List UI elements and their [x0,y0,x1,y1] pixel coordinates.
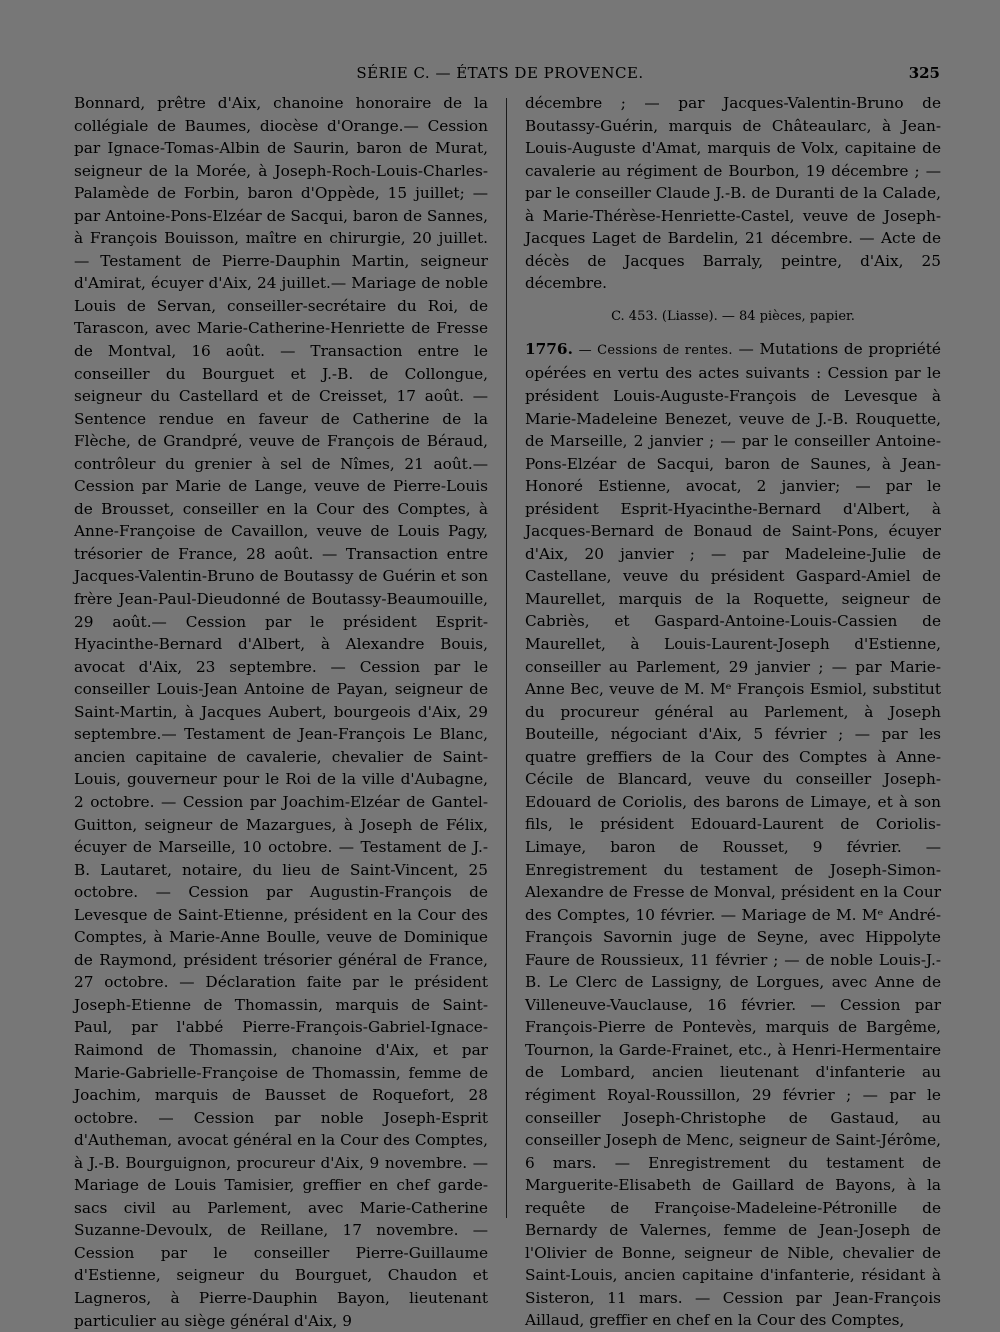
right-column [525,92,941,1332]
entry-body: — Mutations de propriété opérées en vertu des actes suivants : Cession par le président Louis-Auguste-François de Levesque à Marie-Madeleine Benezet, veuve de J.-B. Rouquette, de Marseille, 2 janvier ; — par le conseiller Antoine-Pons-Elzéar de Sacqui, baron de Saunes, à Jean-Honoré Estienne, avocat, 2 janvier; — par le président Esprit-Hyacinthe-Bernard d'Albert, à Jacques-Bernard de Bonaud de Saint-Pons, écuyer d'Aix, 20 janvier ; — par Madeleine-Julie de Castellane, veuve du président Gaspard-Amiel de Maurellet, marquis de la Roquette, seigneur de Cabriès, et Gaspard-Antoine-Louis-Cassien de Maurellet, à Louis-Laurent-Joseph d'Estienne, conseiller au Parlement, 29 janvier ; — par Marie-Anne Bec, veuve de M. Mᵉ François Esmiol, substitut du procureur général au Parlement, à Joseph Bouteille, négociant d'Aix, 5 février ; — par les quatre greffiers de la Cour des Comptes à Anne-Cécile de Blancard, veuve du conseiller Joseph-Edouard de Coriolis, des barons de Limaye, et à son fils, le président Edouard-Laurent de Coriolis-Limaye, baron de Rousset, 9 février. — Enregistrement du testament de Joseph-Simon-Alexandre de Fresse de Monval, président en la Cour des Comptes, 10 février. — Mariage de M. Mᵉ André-François Savornin juge de Seyne, avec Hippolyte Faure de Roussieux, 11 février ; — de noble Louis-J.-B. Le Clerc de Lassigny, de Lorgues, avec Anne de Villeneuve-Vauclause, 16 février. — Cession par François-Pierre de Pontevès, marquis de Bargême, Tournon, la Garde-Frainet, etc., à Henri-Hermentaire de Lombard, ancien lieutenant d'infanterie au régiment Royal-Roussillon, 29 février ; — par le conseiller Joseph-Christophe de Gastaud, au conseiller Joseph de Menc, seigneur de Saint-Jérôme, 6 mars. — Enregistrement du testament de Marguerite-Elisabeth de Gaillard de Bayons, à la requête de Françoise-Madeleine-Pétronille de Bernardy de Valernes, femme de Jean-Joseph de l'Olivier de Bonne, seigneur de Nible, chevalier de Saint-Louis, ancien capitaine d'infanterie, résidant à Sisteron, 11 mars. — Cession par Jean-François Aillaud, greffier en chef en la Cour des Comptes, [525,339,941,1330]
page-header [0,62,1000,88]
column-divider [506,98,507,1218]
entry-year: 1776. [525,339,573,358]
running-title: SÉRIE C. — ÉTATS DE PROVENCE. [356,64,644,82]
left-column [74,92,488,1332]
left-column-text: Bonnard, prêtre d'Aix, chanoine honoraire de la collégiale de Baumes, diocèse d'Orange.— Cession par Ignace-Tomas-Albin de Saurin, baron de Murat, seigneur de la Morée, à Joseph-Roch-Louis-Charles-Palamède de Forbin, baron d'Oppède, 15 juillet; — par Antoine-Pons-Elzéar de Sacqui, baron de Sannes, à François Bouisson, maître en chirurgie, 20 juillet. — Testament de Pierre-Dauphin Martin, seigneur d'Amirat, écuyer d'Aix, 24 juillet.— Mariage de noble Louis de Servan, conseiller-secrétaire du Roi, de Tarascon, avec Marie-Catherine-Henriette de Fresse de Montval, 16 août. — Transaction entre le conseiller du Bourguet et J.-B. de Collongue, seigneur du Castellard et de Creisset, 17 août. — Sentence rendue en faveur de Catherine de la Flèche, de Grandpré, veuve de François de Béraud, contrôleur du grenier à sel de Nîmes, 21 août.— Cession par Marie de Lange, veuve de Pierre-Louis de Brousset, conseiller en la Cour des Comptes, à Anne-Françoise de Cavaillon, veuve de Louis Pagy, trésorier de France, 28 août. — Transaction entre Jacques-Valentin-Bruno de Boutassy de Guérin et son frère Jean-Paul-Dieudonné de Boutassy-Beaumouille, 29 août.— Cession par le président Esprit-Hyacinthe-Bernard d'Albert, à Alexandre Bouis, avocat d'Aix, 23 septembre. — Cession par le conseiller Louis-Jean Antoine de Payan, seigneur de Saint-Martin, à Jacques Aubert, bourgeois d'Aix, 29 septembre.— Testament de Jean-François Le Blanc, ancien capitaine de cavalerie, chevalier de Saint-Louis, gouverneur pour le Roi de la ville d'Aubagne, 2 octobre. — Cession par Joachim-Elzéar de Gantel-Guitton, seigneur de Mazargues, à Joseph de Félix, écuyer de Marseille, 10 octobre. — Testament de J.-B. Lautaret, notaire, du lieu de Saint-Vincent, 25 octobre. — Cession par Augustin-François de Levesque de Saint-Etienne, président en la Cour des Comptes, à Marie-Anne Boulle, veuve de Dominique de Raymond, président trésorier général de France, 27 octobre. — Déclaration faite par le président Joseph-Etienne de Thomassin, marquis de Saint-Paul, par l'abbé Pierre-François-Gabriel-Ignace-Raimond de Thomassin, chanoine d'Aix, et par Marie-Gabrielle-Françoise de Thomassin, femme de Joachim, marquis de Bausset de Roquefort, 28 octobre. — Cession par noble Joseph-Esprit d'Autheman, avocat général en la Cour des Comptes, à J.-B. Bourguignon, procureur d'Aix, 9 novembre. — Mariage de Louis Tamisier, greffier en chef garde-sacs civil au Parlement, avec Marie-Catherine Suzanne-Devoulx, de Reillane, 17 novembre. — Cession par le conseiller Pierre-Guillaume d'Estienne, seigneur du Bourguet, Chaudon et Lagneros, à Pierre-Dauphin Bayon, lieutenant particulier au siège général d'Aix, 9 [74,94,488,1330]
entry-1776 [525,338,941,1332]
page-number: 325 [908,64,940,82]
right-column-intro: décembre ; — par Jacques-Valentin-Bruno de Boutassy-Guérin, marquis de Châteaularc, à Jean-Louis-Auguste d'Amat, marquis de Volx, capitaine de cavalerie au régiment de Bourbon, 19 décembre ; — par le conseiller Claude J.-B. de Duranti de la Calade, à Marie-Thérèse-Henriette-Castel, veuve de Joseph-Jacques Laget de Bardelin, 21 décembre. — Acte de décès de Jacques Barraly, peintre, d'Aix, 25 décembre. [525,94,941,293]
archive-reference: C. 453. (Liasse). — 84 pièces, papier. [611,308,855,324]
entry-heading: — Cessions de rentes. [578,342,733,358]
